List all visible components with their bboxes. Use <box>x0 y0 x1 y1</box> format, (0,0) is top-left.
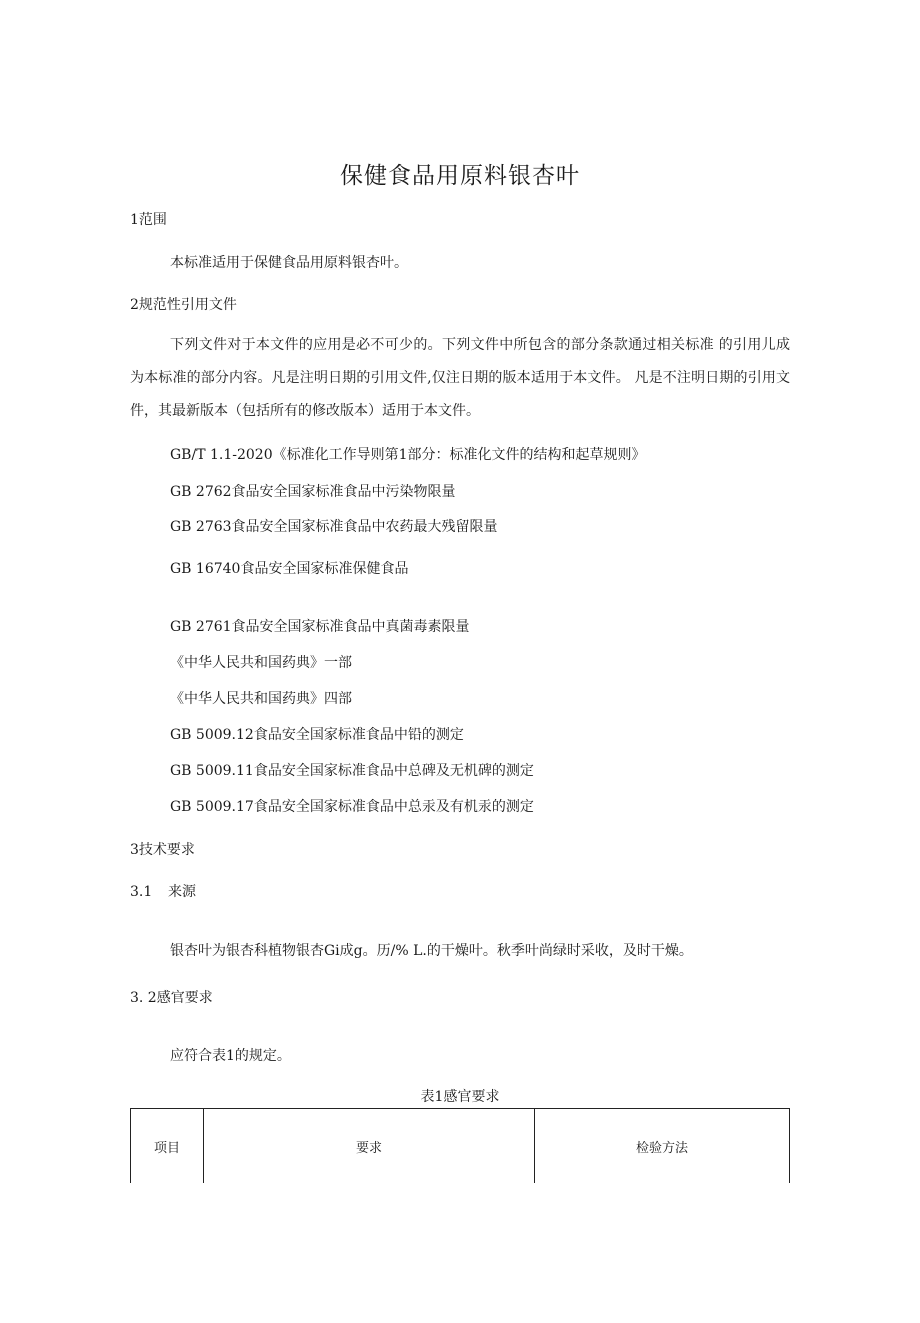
reference-item: 《中华人民共和国药典》一部 <box>170 655 352 671</box>
header-requirement: 要求 <box>204 1109 535 1184</box>
reference-item: GB 2762食品安全国家标准食品中污染物限量 <box>170 484 456 500</box>
subsection-3-1-text: 银杏叶为银杏科植物银杏Gi成g。历/% L.的干燥叶。秋季叶尚绿时采收，及时干燥。 <box>170 943 693 959</box>
reference-item: GB 5009.12食品安全国家标准食品中铅的测定 <box>170 727 464 743</box>
reference-item: GB 2761食品安全国家标准食品中真菌毒素限量 <box>170 619 470 635</box>
section-2-heading: 2规范性引用文件 <box>130 297 237 313</box>
page-bottom-margin <box>120 1183 820 1323</box>
header-item: 项目 <box>131 1109 204 1184</box>
subsection-3-2-heading: 3. 2感官要求 <box>130 990 213 1006</box>
subsection-3-1-heading: 来源 <box>168 884 196 900</box>
section-2-paragraph: 下列文件对于本文件的应用是必不可少的。下列文件中所包含的部分条款通过相关标准 的引用儿成为本标准的部分内容。凡是注明日期的引用文件,仅注日期的版本适用于本文件。 凡是不注明日期的引用文件，其最新版本（包括所有的修改版本）适用于本文件。 <box>130 337 790 419</box>
document-title: 保健食品用原料银杏叶 <box>340 163 580 189</box>
section-1-heading: 1范围 <box>130 212 167 228</box>
reference-item: GB 2763食品安全国家标准食品中农药最大残留限量 <box>170 519 498 535</box>
section-1-text: 本标准适用于保健食品用原料银杏叶。 <box>170 255 408 271</box>
subsection-3-1-number: 3.1 <box>130 884 153 900</box>
subsection-3-2-text: 应符合表1的规定。 <box>170 1048 291 1064</box>
section-3-heading: 3技术要求 <box>130 842 195 858</box>
reference-item: GB 16740食品安全国家标准保健食品 <box>170 561 409 577</box>
header-test-method: 检验方法 <box>535 1109 790 1184</box>
reference-item: 《中华人民共和国药典》四部 <box>170 691 352 707</box>
table-header-row <box>131 1109 790 1184</box>
sensory-requirements-table <box>130 1108 790 1184</box>
reference-item: GB 5009.11食品安全国家标准食品中总碑及无机碑的测定 <box>170 763 534 779</box>
reference-item: GB 5009.17食品安全国家标准食品中总汞及有机汞的测定 <box>170 799 534 815</box>
table-1-caption: 表1感官要求 <box>420 1089 500 1105</box>
reference-item: GB/T 1.1-2020《标准化工作导则第1部分：标准化文件的结构和起草规则》 <box>170 447 646 463</box>
